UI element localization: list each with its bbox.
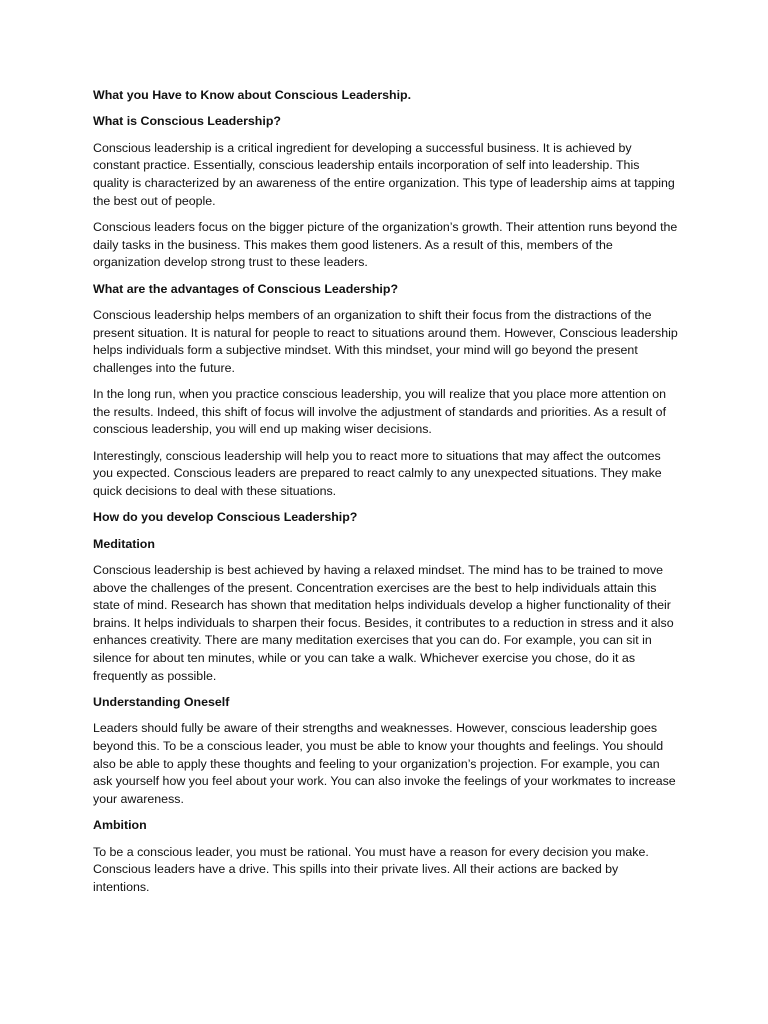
section-heading-advantages: What are the advantages of Conscious Leadership? bbox=[93, 281, 399, 296]
section-heading-develop: How do you develop Conscious Leadership? bbox=[93, 510, 358, 525]
paragraph: Interestingly, conscious leadership will help you to react more to situations that may affect the outcomes you expected. Conscious leaders are prepared to react calmly to any unexpected situations. They make quick decisions to deal with these situations. bbox=[93, 448, 662, 498]
document-body bbox=[93, 87, 678, 905]
document-title: What you Have to Know about Conscious Leadership. bbox=[93, 88, 412, 102]
subheading-understanding-oneself: Understanding Oneself bbox=[93, 694, 230, 709]
paragraph: Conscious leadership is a critical ingredient for developing a successful business. It is achieved by constant practice. Essentially, conscious leadership entails incorporation of self into leadership. This quality is characterized by an awareness of the entire organization. This type of leadership aims at tapping the best out of people. bbox=[93, 140, 675, 208]
subheading-meditation: Meditation bbox=[93, 536, 155, 551]
paragraph: Conscious leadership is best achieved by having a relaxed mindset. The mind has to be trained to move above the challenges of the present. Concentration exercises are the best to help individuals attain this state of mind. Research has shown that meditation helps individuals develop a higher functionality of their brains. It helps individuals to sharpen their focus. Besides, it contributes to a reduction in stress and it also enhances creativity. There are many meditation exercises that you can do. For example, you can sit in silence for about ten minutes, while or you can take a walk. Whichever exercise you chose, do it as frequently as possible. bbox=[93, 563, 674, 683]
section-heading-what-is: What is Conscious Leadership? bbox=[93, 114, 281, 129]
subheading-ambition: Ambition bbox=[93, 818, 147, 833]
paragraph: Conscious leadership helps members of an organization to shift their focus from the distractions of the present situation. It is natural for people to react to situations around them. However, Conscious leadership helps individuals form a subjective mindset. With this mindset, your mind will go beyond the present challenges into the future. bbox=[93, 307, 678, 375]
paragraph: To be a conscious leader, you must be rational. You must have a reason for every decision you make. Conscious leaders have a drive. This spills into their private lives. All their actions are backed by intentions. bbox=[93, 844, 649, 894]
paragraph: Leaders should fully be aware of their strengths and weaknesses. However, conscious leadership goes beyond this. To be a conscious leader, you must be able to know your thoughts and feelings. You should also be able to apply these thoughts and feeling to your organization’s projection. For example, you can ask yourself how you feel about your work. You can also invoke the feelings of your workmates to increase your awareness. bbox=[93, 721, 676, 806]
paragraph: Conscious leaders focus on the bigger picture of the organization’s growth. Their attention runs beyond the daily tasks in the business. This makes them good listeners. As a result of this, members of the organization develop strong trust to these leaders. bbox=[93, 219, 678, 270]
paragraph: In the long run, when you practice conscious leadership, you will realize that you place more attention on the results. Indeed, this shift of focus will involve the adjustment of standards and priorities. As a result of conscious leadership, you will end up making wiser decisions. bbox=[93, 387, 667, 437]
